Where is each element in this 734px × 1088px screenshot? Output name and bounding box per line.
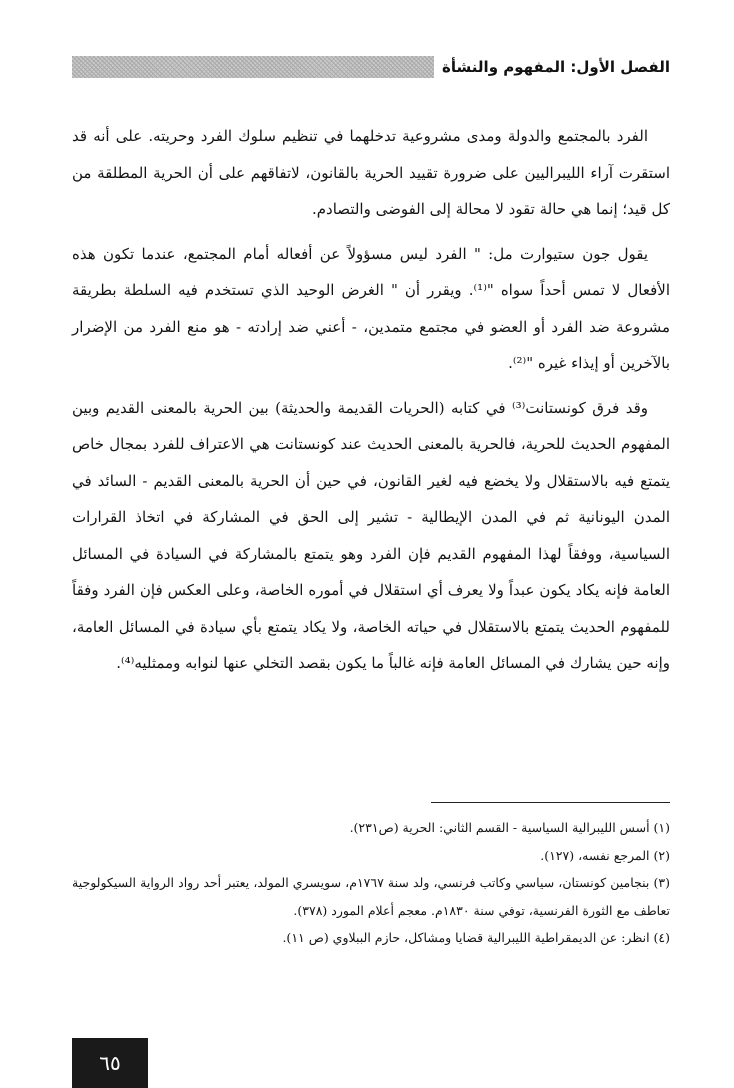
chapter-title: الفصل الأول: المفهوم والنشأة <box>442 58 670 76</box>
footnote-1: (١) أسس الليبرالية السياسية - القسم الثاني: الحرية (ص٢٣١). <box>349 820 670 835</box>
running-header <box>72 52 670 82</box>
page-number: ٦٥ <box>72 1038 148 1088</box>
footnote-separator <box>431 802 670 803</box>
footnote-2: (٢) المرجع نفسه، (١٢٧). <box>540 847 670 863</box>
main-text <box>72 118 670 682</box>
paragraph-2: يقول جون ستيوارت مل: " الفرد ليس مسؤولاً عن أفعاله أمام المجتمع، عندما تكون هذه الأفعال لا تمس أحداً سواه "⁽¹⁾. ويقرر أن " الغرض الوحيد الذي تستخدم فيه السلطة بطريقة مشروعة ضد الفرد أو العضو في مجتمع متمدين، - أعني ضد إرادته - هو منع الفرد من الإضرار بالآخرين أو إيذاء غيره "⁽²⁾. <box>72 244 670 372</box>
paragraph-3: وقد فرق كونستانت⁽³⁾ في كتابه (الحريات القديمة والحديثة) بين الحرية بالمعنى القديم وبين المفهوم الحديث للحرية، فالحرية بالمعنى الحديث عند كونستانت هي الاعتراف للفرد بمجال خاص يتمتع فيه بالاستقلال ولا يخضع فيه لغير القانون، في حين أن الحرية بالمعنى القديم - السائد في المدن اليونانية ثم في المدن الإيطالية - تشير إلى الحق في المشاركة في اتخاذ القرارات السياسية، ووفقاً لهذا المفهوم القديم فإن الفرد وهو يتمتع بالمشاركة في السيادة في المسائل العامة فإنه يكاد يكون عبداً ولا يعرف أي استقلال في أموره الخاصة، وعلى العكس فإن الفرد وفقاً للمفهوم الحديث يتمتع بالاستقلال في حياته الخاصة، ولا يكاد يتمتع بأي سيادة في المسائل العامة، وإنه حين يشارك في المسائل العامة فإنه غالباً ما يكون بقصد التخلي عنها لنوابه وممثليه⁽⁴⁾. <box>72 398 670 672</box>
paragraph-1: الفرد بالمجتمع والدولة ومدى مشروعية تدخلهما في تنظيم سلوك الفرد وحريته. على أنه قد استقرت آراء الليبراليين على ضرورة تقييد الحرية بالقانون، لاتفاقهم على أن الحرية المطلقة من كل قيد؛ إنما هي حالة تقود لا محالة إلى الفوضى والتصادم. <box>72 127 670 218</box>
footnote-3: (٣) بنجامين كونستان، سياسي وكاتب فرنسي، ولد سنة ١٧٦٧م، سويسري المولد، يعتبر أحد رواد الرواية السيكولوجية تعاطف مع الثورة الفرنسية، توفي سنة ١٨٣٠م. معجم أعلام المورد (٣٧٨). <box>72 875 670 918</box>
footnote-4: (٤) انظر: عن الديمقراطية الليبرالية قضايا ومشاكل، حازم الببلاوي (ص ١١). <box>282 930 670 945</box>
footnotes <box>72 814 670 952</box>
header-decorative-band <box>72 56 434 78</box>
